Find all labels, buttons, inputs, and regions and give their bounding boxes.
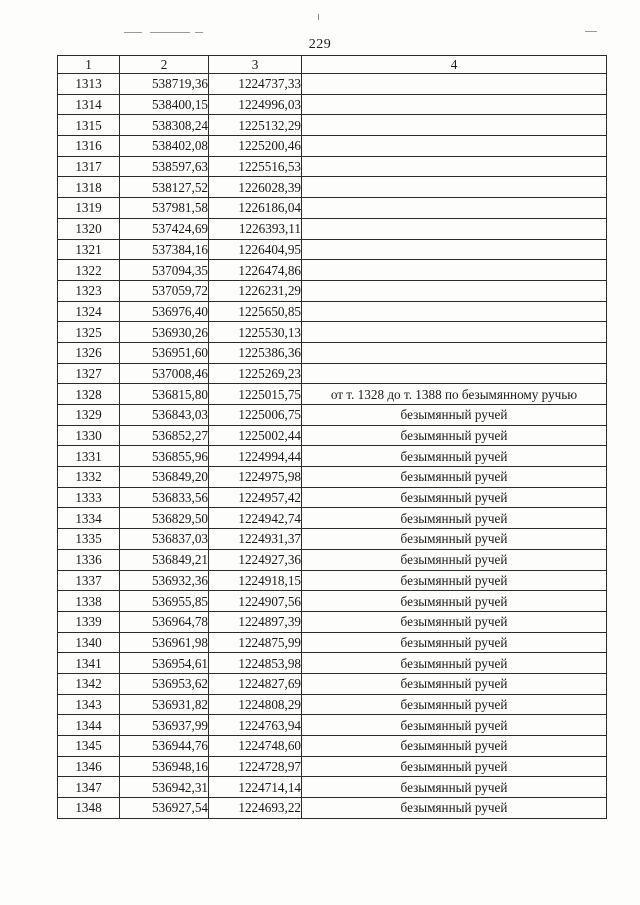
point-number-cell: 1333 — [58, 487, 120, 508]
scan-artifact — [585, 31, 597, 32]
y-coordinate-cell: 1225386,36 — [209, 342, 302, 363]
point-number-cell: 1332 — [58, 467, 120, 488]
point-number-cell: 1338 — [58, 591, 120, 612]
y-coordinate-cell: 1225132,29 — [209, 115, 302, 136]
table-row — [58, 198, 607, 219]
description-cell — [302, 74, 607, 95]
x-coordinate-cell: 538308,24 — [120, 115, 209, 136]
x-coordinate-cell: 536976,40 — [120, 301, 209, 322]
y-coordinate-cell: 1225002,44 — [209, 425, 302, 446]
description-cell: безымянный ручей — [302, 611, 607, 632]
table-row — [58, 611, 607, 632]
description-cell: безымянный ручей — [302, 756, 607, 777]
column-header-2: 2 — [120, 56, 209, 74]
y-coordinate-cell: 1226404,95 — [209, 239, 302, 260]
table-row — [58, 136, 607, 157]
x-coordinate-cell: 536837,03 — [120, 529, 209, 550]
y-coordinate-cell: 1226231,29 — [209, 280, 302, 301]
description-cell: безымянный ручей — [302, 487, 607, 508]
description-cell — [302, 260, 607, 281]
table-row — [58, 736, 607, 757]
table-row — [58, 322, 607, 343]
table-row — [58, 549, 607, 570]
x-coordinate-cell: 536855,96 — [120, 446, 209, 467]
point-number-cell: 1334 — [58, 508, 120, 529]
table-row — [58, 694, 607, 715]
description-cell — [302, 218, 607, 239]
point-number-cell: 1326 — [58, 342, 120, 363]
description-cell: безымянный ручей — [302, 715, 607, 736]
point-number-cell: 1329 — [58, 405, 120, 426]
description-cell: безымянный ручей — [302, 653, 607, 674]
x-coordinate-cell: 536843,03 — [120, 405, 209, 426]
description-cell: безымянный ручей — [302, 694, 607, 715]
page-number: 229 — [308, 37, 332, 52]
description-cell: безымянный ручей — [302, 549, 607, 570]
table-row — [58, 74, 607, 95]
point-number-cell: 1319 — [58, 198, 120, 219]
table-row — [58, 529, 607, 550]
y-coordinate-cell: 1224927,36 — [209, 549, 302, 570]
description-cell: безымянный ручей — [302, 632, 607, 653]
table-row — [58, 570, 607, 591]
point-number-cell: 1345 — [58, 736, 120, 757]
y-coordinate-cell: 1224714,14 — [209, 777, 302, 798]
x-coordinate-cell: 536815,80 — [120, 384, 209, 405]
y-coordinate-cell: 1226186,04 — [209, 198, 302, 219]
y-coordinate-cell: 1225015,75 — [209, 384, 302, 405]
x-coordinate-cell: 537981,58 — [120, 198, 209, 219]
x-coordinate-cell: 538402,08 — [120, 136, 209, 157]
description-cell — [302, 156, 607, 177]
description-cell: безымянный ручей — [302, 798, 607, 819]
x-coordinate-cell: 536852,27 — [120, 425, 209, 446]
description-cell: безымянный ручей — [302, 673, 607, 694]
point-number-cell: 1314 — [58, 94, 120, 115]
y-coordinate-cell: 1225650,85 — [209, 301, 302, 322]
point-number-cell: 1335 — [58, 529, 120, 550]
x-coordinate-cell: 538400,15 — [120, 94, 209, 115]
description-cell — [302, 322, 607, 343]
y-coordinate-cell: 1224808,29 — [209, 694, 302, 715]
point-number-cell: 1318 — [58, 177, 120, 198]
description-cell — [302, 239, 607, 260]
point-number-cell: 1342 — [58, 673, 120, 694]
table-row — [58, 591, 607, 612]
y-coordinate-cell: 1224996,03 — [209, 94, 302, 115]
point-number-cell: 1339 — [58, 611, 120, 632]
table-row — [58, 239, 607, 260]
x-coordinate-cell: 536964,78 — [120, 611, 209, 632]
x-coordinate-cell: 536849,20 — [120, 467, 209, 488]
point-number-cell: 1348 — [58, 798, 120, 819]
point-number-cell: 1330 — [58, 425, 120, 446]
y-coordinate-cell: 1225530,13 — [209, 322, 302, 343]
point-number-cell: 1347 — [58, 777, 120, 798]
scan-artifact — [195, 32, 203, 33]
x-coordinate-cell: 536927,54 — [120, 798, 209, 819]
point-number-cell: 1344 — [58, 715, 120, 736]
y-coordinate-cell: 1224748,60 — [209, 736, 302, 757]
table-row — [58, 405, 607, 426]
x-coordinate-cell: 537094,35 — [120, 260, 209, 281]
table-row — [58, 777, 607, 798]
x-coordinate-cell: 536932,36 — [120, 570, 209, 591]
table-row — [58, 115, 607, 136]
description-cell — [302, 115, 607, 136]
scan-artifact — [150, 32, 190, 33]
point-number-cell: 1331 — [58, 446, 120, 467]
description-cell — [302, 342, 607, 363]
point-number-cell: 1341 — [58, 653, 120, 674]
y-coordinate-cell: 1224827,69 — [209, 673, 302, 694]
x-coordinate-cell: 536948,16 — [120, 756, 209, 777]
y-coordinate-cell: 1226474,86 — [209, 260, 302, 281]
y-coordinate-cell: 1224897,39 — [209, 611, 302, 632]
y-coordinate-cell: 1224931,37 — [209, 529, 302, 550]
x-coordinate-cell: 536944,76 — [120, 736, 209, 757]
x-coordinate-cell: 536930,26 — [120, 322, 209, 343]
x-coordinate-cell: 536849,21 — [120, 549, 209, 570]
table-row — [58, 756, 607, 777]
point-number-cell: 1316 — [58, 136, 120, 157]
x-coordinate-cell: 536931,82 — [120, 694, 209, 715]
point-number-cell: 1317 — [58, 156, 120, 177]
column-header-1: 1 — [58, 56, 120, 74]
description-cell: безымянный ручей — [302, 446, 607, 467]
table-row — [58, 632, 607, 653]
description-cell — [302, 198, 607, 219]
y-coordinate-cell: 1224728,97 — [209, 756, 302, 777]
x-coordinate-cell: 536961,98 — [120, 632, 209, 653]
description-cell: безымянный ручей — [302, 508, 607, 529]
y-coordinate-cell: 1225200,46 — [209, 136, 302, 157]
y-coordinate-cell: 1224737,33 — [209, 74, 302, 95]
table-row — [58, 301, 607, 322]
description-cell — [302, 280, 607, 301]
y-coordinate-cell: 1224693,22 — [209, 798, 302, 819]
point-number-cell: 1336 — [58, 549, 120, 570]
y-coordinate-cell: 1224994,44 — [209, 446, 302, 467]
table-row — [58, 218, 607, 239]
x-coordinate-cell: 537384,16 — [120, 239, 209, 260]
x-coordinate-cell: 538597,63 — [120, 156, 209, 177]
coordinates-table — [57, 55, 607, 819]
table-row — [58, 467, 607, 488]
table-row — [58, 342, 607, 363]
y-coordinate-cell: 1224875,99 — [209, 632, 302, 653]
scan-artifact — [124, 32, 142, 33]
description-cell: безымянный ручей — [302, 425, 607, 446]
x-coordinate-cell: 538127,52 — [120, 177, 209, 198]
y-coordinate-cell: 1225516,53 — [209, 156, 302, 177]
y-coordinate-cell: 1224763,94 — [209, 715, 302, 736]
table-row — [58, 363, 607, 384]
y-coordinate-cell: 1225269,23 — [209, 363, 302, 384]
point-number-cell: 1346 — [58, 756, 120, 777]
point-number-cell: 1323 — [58, 280, 120, 301]
y-coordinate-cell: 1224942,74 — [209, 508, 302, 529]
point-number-cell: 1328 — [58, 384, 120, 405]
y-coordinate-cell: 1224975,98 — [209, 467, 302, 488]
x-coordinate-cell: 536953,62 — [120, 673, 209, 694]
x-coordinate-cell: 537059,72 — [120, 280, 209, 301]
x-coordinate-cell: 536951,60 — [120, 342, 209, 363]
scan-artifact — [318, 14, 319, 20]
point-number-cell: 1325 — [58, 322, 120, 343]
table-row — [58, 280, 607, 301]
y-coordinate-cell: 1226028,39 — [209, 177, 302, 198]
x-coordinate-cell: 538719,36 — [120, 74, 209, 95]
point-number-cell: 1340 — [58, 632, 120, 653]
description-cell: безымянный ручей — [302, 467, 607, 488]
x-coordinate-cell: 536942,31 — [120, 777, 209, 798]
description-cell — [302, 301, 607, 322]
table-row — [58, 446, 607, 467]
x-coordinate-cell: 536829,50 — [120, 508, 209, 529]
x-coordinate-cell: 536833,56 — [120, 487, 209, 508]
table-row — [58, 260, 607, 281]
point-number-cell: 1322 — [58, 260, 120, 281]
description-cell — [302, 94, 607, 115]
point-number-cell: 1320 — [58, 218, 120, 239]
table-row — [58, 425, 607, 446]
description-cell: безымянный ручей — [302, 529, 607, 550]
table-row — [58, 384, 607, 405]
point-number-cell: 1324 — [58, 301, 120, 322]
point-number-cell: 1321 — [58, 239, 120, 260]
table-row — [58, 487, 607, 508]
point-number-cell: 1343 — [58, 694, 120, 715]
description-cell: безымянный ручей — [302, 591, 607, 612]
point-number-cell: 1315 — [58, 115, 120, 136]
description-cell — [302, 363, 607, 384]
table-row — [58, 177, 607, 198]
point-number-cell: 1313 — [58, 74, 120, 95]
column-header-4: 4 — [302, 56, 607, 74]
description-cell — [302, 177, 607, 198]
y-coordinate-cell: 1224918,15 — [209, 570, 302, 591]
point-number-cell: 1337 — [58, 570, 120, 591]
table-body — [58, 74, 607, 819]
x-coordinate-cell: 536937,99 — [120, 715, 209, 736]
y-coordinate-cell: 1225006,75 — [209, 405, 302, 426]
y-coordinate-cell: 1224907,56 — [209, 591, 302, 612]
table-row — [58, 653, 607, 674]
y-coordinate-cell: 1224957,42 — [209, 487, 302, 508]
table-row — [58, 508, 607, 529]
column-header-3: 3 — [209, 56, 302, 74]
description-cell: безымянный ручей — [302, 405, 607, 426]
description-cell: безымянный ручей — [302, 570, 607, 591]
table-row — [58, 156, 607, 177]
x-coordinate-cell: 537424,69 — [120, 218, 209, 239]
x-coordinate-cell: 536955,85 — [120, 591, 209, 612]
table-row — [58, 715, 607, 736]
table-row — [58, 798, 607, 819]
x-coordinate-cell: 537008,46 — [120, 363, 209, 384]
table-row — [58, 94, 607, 115]
description-cell: безымянный ручей — [302, 777, 607, 798]
description-cell: от т. 1328 до т. 1388 по безымянному ручью — [302, 384, 607, 405]
y-coordinate-cell: 1224853,98 — [209, 653, 302, 674]
table-row — [58, 673, 607, 694]
description-cell — [302, 136, 607, 157]
y-coordinate-cell: 1226393,11 — [209, 218, 302, 239]
description-cell: безымянный ручей — [302, 736, 607, 757]
table-header-row — [58, 56, 607, 74]
point-number-cell: 1327 — [58, 363, 120, 384]
x-coordinate-cell: 536954,61 — [120, 653, 209, 674]
